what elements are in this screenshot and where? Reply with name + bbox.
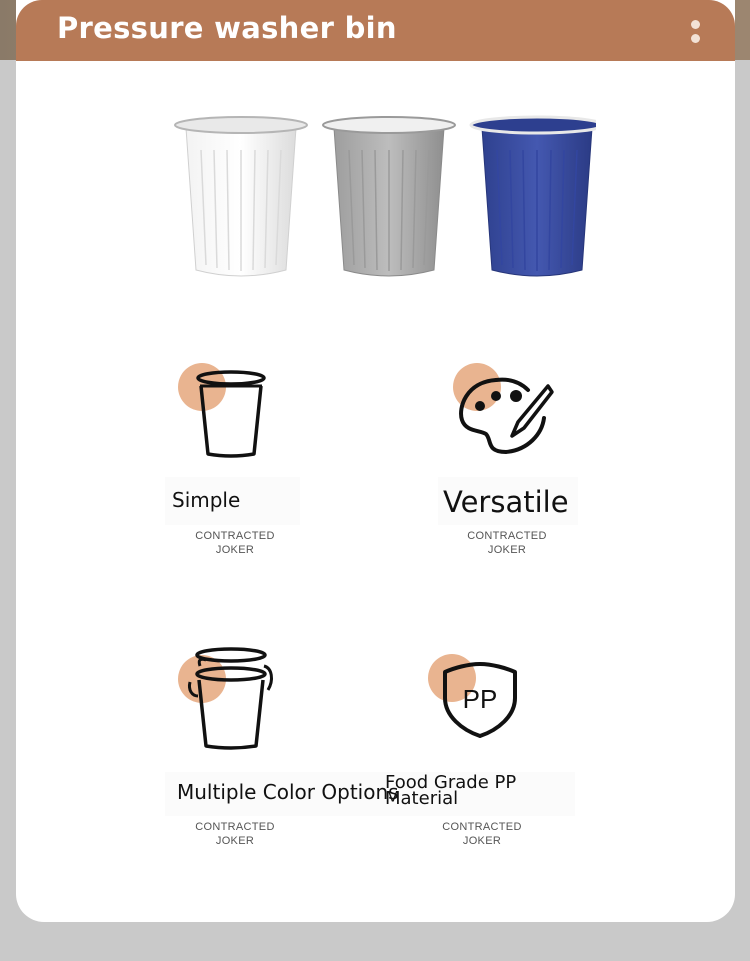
product-card <box>16 0 735 922</box>
blue-bin <box>471 117 596 276</box>
white-bin <box>175 117 307 276</box>
subtitle-line: CONTRACTED <box>467 530 547 542</box>
kebab-menu-icon[interactable] <box>686 18 706 48</box>
bucket-lid-icon <box>186 646 278 750</box>
gray-bin <box>323 117 455 276</box>
page-title: Pressure washer bin <box>57 11 397 45</box>
feature-label-multiple-colors: Multiple Color Options <box>177 780 399 804</box>
subtitle-line: JOKER <box>215 544 255 556</box>
feature-subtitle <box>422 820 542 848</box>
subtitle-line: JOKER <box>215 835 255 847</box>
subtitle-line: CONTRACTED <box>195 530 275 542</box>
feature-label-versatile: Versatile <box>443 485 569 519</box>
subtitle-line: CONTRACTED <box>195 821 275 833</box>
subtitle-line: JOKER <box>487 544 527 556</box>
feature-subtitle <box>175 529 295 557</box>
card-header <box>16 0 735 61</box>
feature-label-simple: Simple <box>172 488 241 512</box>
label-line: Material <box>385 788 459 809</box>
subtitle-line: CONTRACTED <box>442 821 522 833</box>
feature-subtitle <box>447 529 567 557</box>
feature-label-food-grade <box>385 772 517 809</box>
bucket-icon <box>196 368 268 460</box>
pp-shield-icon <box>440 660 520 740</box>
palette-icon <box>456 374 556 458</box>
svg-text:PP: PP <box>462 684 498 714</box>
label-line: Food Grade PP <box>385 772 517 793</box>
subtitle-line: JOKER <box>462 835 502 847</box>
feature-subtitle <box>175 820 295 848</box>
product-image <box>156 110 596 290</box>
